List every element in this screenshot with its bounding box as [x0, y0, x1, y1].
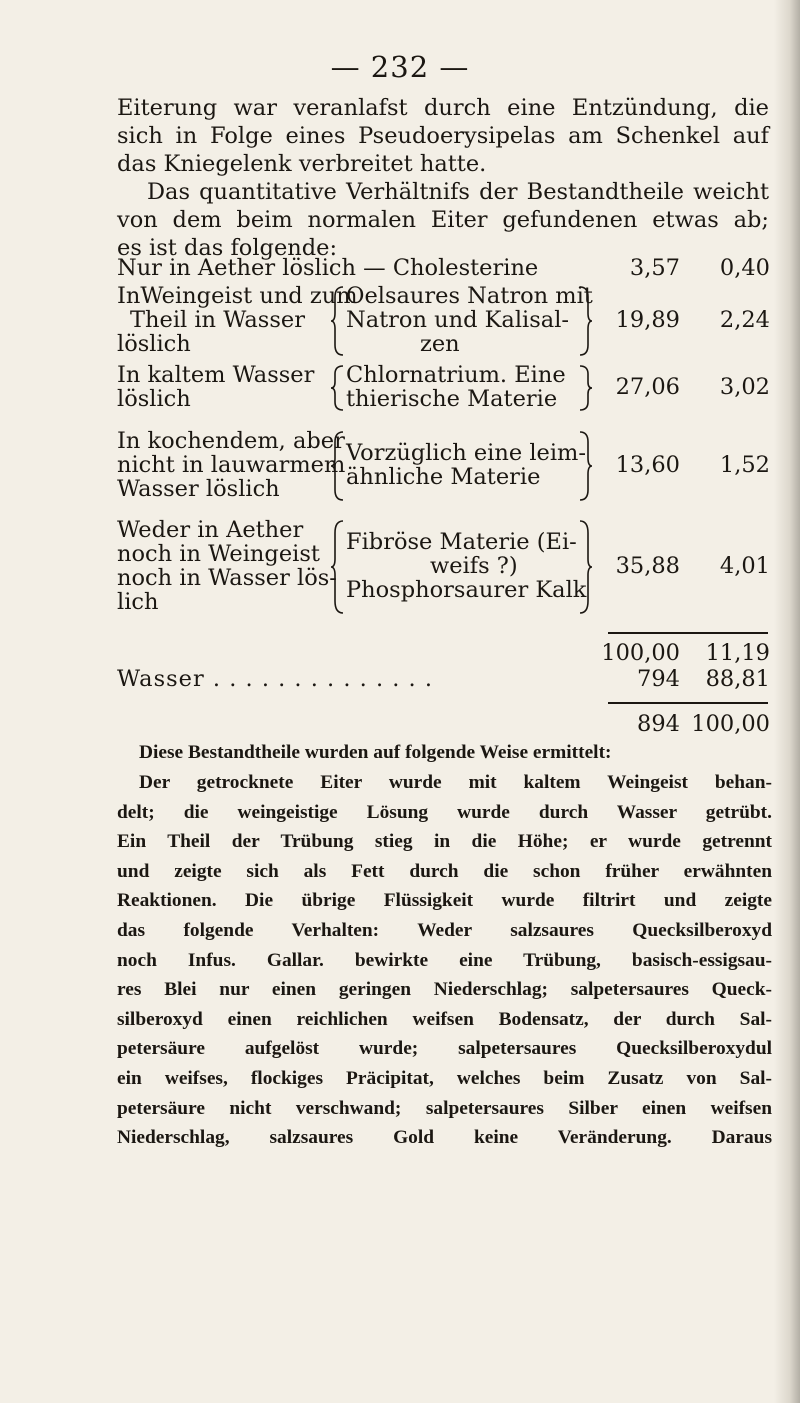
table-row-1-mid: Natron und Kalisal-	[346, 307, 570, 333]
table-row-1-mid: Oelsaures Natron mit	[346, 283, 593, 309]
table-row-2-left: In kaltem Wasser	[117, 362, 315, 388]
table-row-0-label: Nur in Aether löslich — Cholesterine	[117, 255, 539, 281]
water-col1: 794	[637, 666, 680, 692]
left-brace	[331, 364, 345, 412]
table-row-2-mid: Chlornatrium. Eine	[346, 362, 566, 388]
method-line: Reaktionen. Die übrige Flüssigkeit wurde filtrirt und zeigte	[117, 890, 772, 912]
table-row-0-col2: 0,40	[719, 255, 770, 281]
table-row-1-mid: zen	[420, 331, 460, 357]
method-line: Niederschlag, salzsaures Gold keine Veränderung. Daraus	[117, 1127, 772, 1149]
table-row-3-col2: 1,52	[719, 452, 770, 478]
intro-line: das Kniegelenk verbreitet hatte.	[117, 151, 487, 177]
table-row-3-mid: Vorzüglich eine leim-	[346, 440, 586, 466]
total-col2: 100,00	[691, 711, 770, 737]
table-row-1-col1: 19,89	[615, 307, 680, 333]
method-line: Ein Theil der Trübung stieg in die Höhe; er wurde getrennt	[117, 831, 772, 853]
total-rule	[608, 702, 768, 704]
method-line: Der getrocknete Eiter wurde mit kaltem Weingeist behan-	[139, 772, 772, 793]
table-row-4-col1: 35,88	[615, 553, 680, 579]
sum-col2: 11,19	[705, 640, 770, 666]
total-col1: 894	[637, 711, 680, 737]
table-row-1-col2: 2,24	[719, 307, 770, 333]
right-brace	[578, 285, 592, 357]
left-brace	[331, 285, 345, 357]
table-row-3-left: In kochendem, aber	[117, 428, 345, 454]
table-row-1-left: InWeingeist und zum	[117, 283, 358, 309]
table-row-1-left: löslich	[117, 331, 191, 357]
table-row-3-left: Wasser löslich	[117, 476, 280, 502]
left-brace	[331, 430, 345, 502]
table-row-2-mid: thierische Materie	[346, 386, 558, 412]
table-row-4-left: Weder in Aether	[117, 517, 304, 543]
table-row-4-left: lich	[117, 589, 159, 615]
table-row-3-left: nicht in lauwarmem	[117, 452, 346, 478]
water-label: Wasser . . . . . . . . . . . . . .	[117, 666, 434, 692]
sum-rule	[608, 632, 768, 634]
intro-paragraph	[117, 94, 769, 178]
table-row-4-mid: weifs ?)	[430, 553, 518, 579]
method-line: petersäure nicht verschwand; salpetersaures Silber einen weifsen	[117, 1097, 772, 1119]
table-row-3-col1: 13,60	[615, 452, 680, 478]
table-row-4-left: noch in Wasser lös-	[117, 565, 337, 591]
table-row-4-mid: Phosphorsaurer Kalk	[346, 577, 587, 603]
ratio-line: Das quantitative Verhältnifs der Bestandtheile weicht	[147, 179, 769, 205]
right-brace	[578, 364, 592, 412]
ratio-line: von dem beim normalen Eiter gefundenen etwas ab;	[117, 207, 769, 233]
method-line: noch Infus. Gallar. bewirkte eine Trübung, basisch-essigsau-	[117, 949, 772, 971]
table-row-2-col1: 27,06	[615, 374, 680, 400]
method-line: ein weifses, flockiges Präcipitat, welches beim Zusatz von Sal-	[117, 1067, 772, 1089]
right-brace	[578, 430, 592, 502]
page-edge-shadow	[774, 0, 800, 1403]
method-line: silberoxyd einen reichlichen weifsen Bodensatz, der durch Sal-	[117, 1008, 772, 1030]
page-number: — 232 —	[330, 50, 470, 84]
table-row-1-left: Theil in Wasser	[130, 307, 305, 333]
table-row-0-col1: 3,57	[629, 255, 680, 281]
left-brace	[331, 519, 345, 615]
method-intro-line: Diese Bestandtheile wurden auf folgende Weise ermittelt:	[139, 742, 612, 763]
ratio-line: es ist das folgende:	[117, 235, 338, 261]
table-row-3-mid: ähnliche Materie	[346, 464, 541, 490]
table-row-4-left: noch in Weingeist	[117, 541, 320, 567]
ratio-paragraph	[117, 178, 769, 262]
table-row-2-left: löslich	[117, 386, 191, 412]
intro-line: sich in Folge eines Pseudoerysipelas am Schenkel auf	[117, 123, 769, 149]
method-line: und zeigte sich als Fett durch die schon früher erwähnten	[117, 860, 772, 882]
table-row-2-col2: 3,02	[719, 374, 770, 400]
method-line: das folgende Verhalten: Weder salzsaures Quecksilberoxyd	[117, 919, 772, 941]
method-line: res Blei nur einen geringen Niederschlag; salpetersaures Queck-	[117, 979, 772, 1001]
method-paragraph	[117, 768, 772, 1153]
table-row-4-mid: Fibröse Materie (Ei-	[346, 529, 577, 555]
water-col2: 88,81	[705, 666, 770, 692]
sum-col1: 100,00	[601, 640, 680, 666]
intro-line: Eiterung war veranlafst durch eine Entzündung, die	[117, 95, 769, 121]
table-row-4-col2: 4,01	[719, 553, 770, 579]
method-line: petersäure aufgelöst wurde; salpetersaures Quecksilberoxydul	[117, 1038, 772, 1060]
right-brace	[578, 519, 592, 615]
method-intro	[117, 738, 772, 768]
method-line: delt; die weingeistige Lösung wurde durch Wasser getrübt.	[117, 801, 772, 823]
